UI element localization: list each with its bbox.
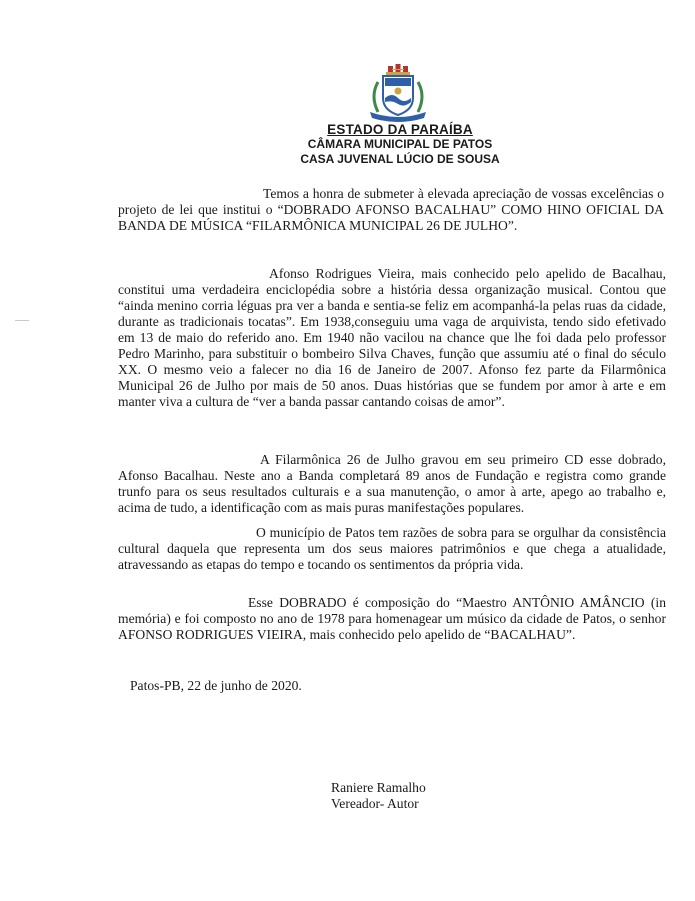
paragraph-heritage: O município de Patos tem razões de sobra para se orgulhar da consistência cultural daquela que representa um dos seus maiores patrimônios e que chega a atualidade, atravessando as etapas do tempo e tocando os sentimentos da própria vida.: [118, 525, 666, 572]
paragraph-biography: Afonso Rodrigues Vieira, mais conhecido pelo apelido de Bacalhau, constitui uma verdadeira enciclopédia sobre a história dessa organização musical. Contou que “ainda menino corria léguas pra ver a banda e sentia-se feliz em acompanhá-la pelas ruas da cidade, durante as tradicionais tocatas”. Em 1938,conseguiu uma vaga de arquivista, tendo sido efetivado em 13 de maio do referido ano. Em 1940 não vacilou na chance que lhe foi dada pelo professor Pedro Marinho, para substituir o bombeiro Silva Chaves, função que assumiu até o final do século XX. O mesmo veio a falecer no dia 16 de Janeiro de 2007. Afonso fez parte da Filarmônica Municipal 26 de Julho por mais de 50 anos. Duas histórias que se fundem por amor à arte e em manter viva a cultura de “ver a banda passar cantando coisas de amor”.: [118, 266, 666, 409]
document-date: Patos-PB, 22 de junho de 2020.: [130, 678, 302, 693]
chamber-title: CÂMARA MUNICIPAL DE PATOS: [307, 137, 493, 151]
paragraph-intro: Temos a honra de submeter à elevada apreciação de vossas excelências o projeto de lei que institui o “DOBRADO AFONSO BACALHAU” COMO HINO OFICIAL DA BANDA DE MÚSICA “FILARMÔNICA MUNICIPAL 26 DE JULHO”.: [118, 186, 664, 233]
signer-role: Vereador- Autor: [331, 796, 419, 811]
house-title: CASA JUVENAL LÚCIO DE SOUSA: [300, 152, 500, 166]
paragraph-composer: Esse DOBRADO é composição do “Maestro ANTÔNIO AMÂNCIO (in memória) e foi composto no ano de 1978 para homenagear um músico da cidade de Patos, o senhor AFONSO RODRIGUES VIEIRA, mais conhecido pelo apelido de “BACALHAU”.: [118, 595, 666, 642]
letterhead: [250, 122, 550, 167]
signature-block: [331, 780, 426, 812]
coat-of-arms-icon: [364, 64, 432, 124]
state-title: ESTADO DA PARAÍBA: [327, 122, 473, 137]
paragraph-recording: A Filarmônica 26 de Julho gravou em seu primeiro CD esse dobrado, Afonso Bacalhau. Neste ano a Banda completará 89 anos de Fundação e registra como grande trunfo para os seus resultados culturais e a sua manutenção, o amor à arte, apego ao trabalho e, acima de tudo, a identificação com as mais puras manifestações populares.: [118, 452, 666, 515]
signer-name: Raniere Ramalho: [331, 780, 426, 795]
margin-mark: [15, 320, 29, 321]
